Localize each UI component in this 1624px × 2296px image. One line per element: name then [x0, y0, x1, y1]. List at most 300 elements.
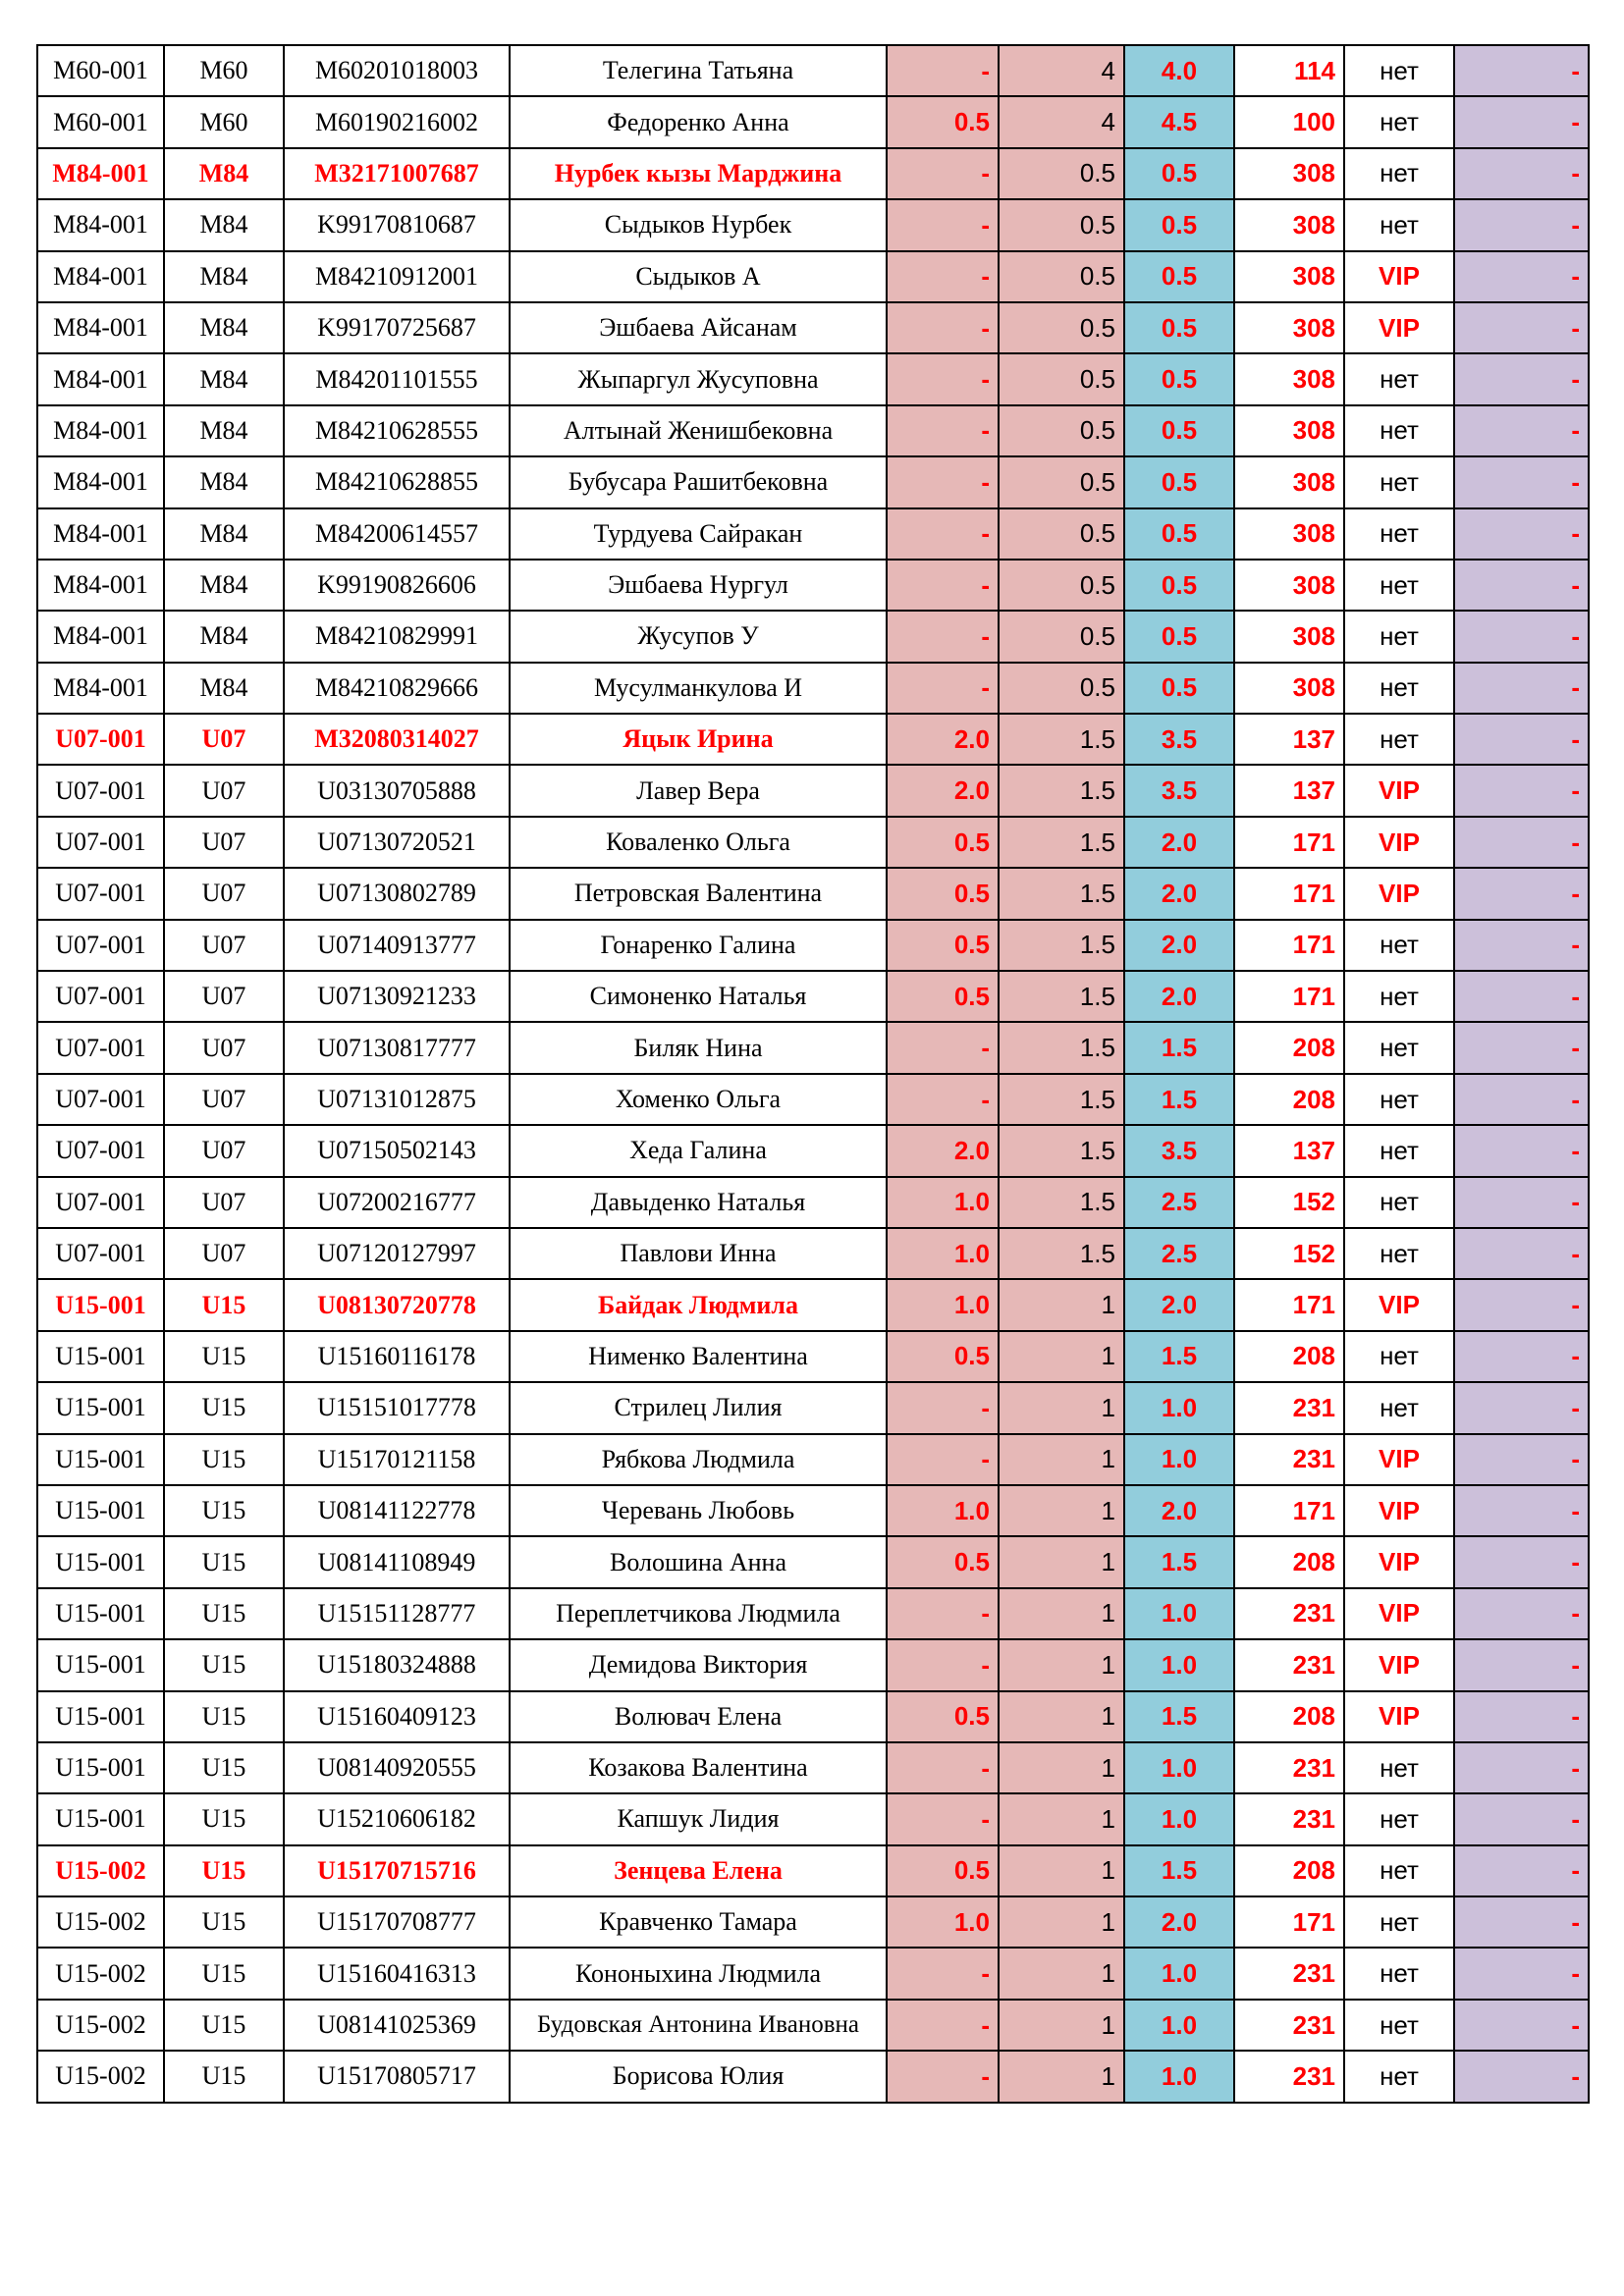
rank-cell: 231	[1234, 1793, 1344, 1844]
rank-cell: 137	[1234, 765, 1344, 816]
name-cell: Капшук Лидия	[510, 1793, 887, 1844]
extra-cell: -	[1454, 2000, 1589, 2051]
group-cell: M60-001	[37, 96, 164, 147]
code-cell: M84	[164, 560, 284, 611]
table-row	[37, 2000, 1589, 2051]
status-cell: нет	[1344, 1845, 1454, 1896]
code-cell: U15	[164, 2000, 284, 2051]
value-a-cell: -	[887, 663, 999, 714]
table-row	[37, 1536, 1589, 1587]
table-row	[37, 1125, 1589, 1176]
id-cell: U07200216777	[284, 1177, 510, 1228]
value-a-cell: 0.5	[887, 1536, 999, 1587]
total-cell: 2.0	[1124, 1485, 1234, 1536]
value-a-cell: -	[887, 251, 999, 302]
table-row	[37, 1074, 1589, 1125]
value-a-cell: 0.5	[887, 96, 999, 147]
code-cell: M60	[164, 45, 284, 96]
code-cell: U07	[164, 1074, 284, 1125]
value-b-cell: 1	[999, 1948, 1124, 1999]
extra-cell: -	[1454, 765, 1589, 816]
rank-cell: 208	[1234, 1331, 1344, 1382]
table-row	[37, 817, 1589, 868]
extra-cell: -	[1454, 1742, 1589, 1793]
code-cell: M84	[164, 199, 284, 250]
code-cell: U07	[164, 920, 284, 971]
group-cell: M84-001	[37, 611, 164, 662]
id-cell: U15160416313	[284, 1948, 510, 1999]
extra-cell: -	[1454, 1177, 1589, 1228]
value-a-cell: -	[887, 2000, 999, 2051]
value-a-cell: 1.0	[887, 1279, 999, 1330]
total-cell: 3.5	[1124, 1125, 1234, 1176]
name-cell: Черевань Любовь	[510, 1485, 887, 1536]
value-b-cell: 4	[999, 45, 1124, 96]
value-a-cell: 2.0	[887, 714, 999, 765]
code-cell: U15	[164, 1793, 284, 1844]
code-cell: U15	[164, 1639, 284, 1690]
group-cell: M84-001	[37, 508, 164, 560]
total-cell: 0.5	[1124, 560, 1234, 611]
name-cell: Жыпаргул Жусуповна	[510, 353, 887, 404]
extra-cell: -	[1454, 508, 1589, 560]
code-cell: U15	[164, 1691, 284, 1742]
value-b-cell: 1.5	[999, 971, 1124, 1022]
name-cell: Мусулманкулова И	[510, 663, 887, 714]
value-b-cell: 1	[999, 1793, 1124, 1844]
name-cell: Козакова Валентина	[510, 1742, 887, 1793]
table-row	[37, 1742, 1589, 1793]
status-cell: нет	[1344, 1022, 1454, 1073]
name-cell: Волошина Анна	[510, 1536, 887, 1587]
group-cell: U07-001	[37, 920, 164, 971]
total-cell: 2.0	[1124, 868, 1234, 919]
name-cell: Волювач Елена	[510, 1691, 887, 1742]
table-row	[37, 405, 1589, 456]
total-cell: 1.0	[1124, 1948, 1234, 1999]
group-cell: M84-001	[37, 663, 164, 714]
name-cell: Лавер Вера	[510, 765, 887, 816]
extra-cell: -	[1454, 1639, 1589, 1690]
value-b-cell: 1	[999, 1691, 1124, 1742]
total-cell: 1.0	[1124, 1588, 1234, 1639]
id-cell: U15210606182	[284, 1793, 510, 1844]
value-a-cell: 1.0	[887, 1485, 999, 1536]
code-cell: U15	[164, 1896, 284, 1948]
extra-cell: -	[1454, 1485, 1589, 1536]
id-cell: M32080314027	[284, 714, 510, 765]
group-cell: U15-001	[37, 1536, 164, 1587]
value-b-cell: 0.5	[999, 611, 1124, 662]
rank-cell: 231	[1234, 1434, 1344, 1485]
value-b-cell: 1	[999, 2051, 1124, 2102]
extra-cell: -	[1454, 663, 1589, 714]
rank-cell: 231	[1234, 1742, 1344, 1793]
id-cell: M84210829666	[284, 663, 510, 714]
name-cell: Борисова Юлия	[510, 2051, 887, 2102]
value-b-cell: 1.5	[999, 1022, 1124, 1073]
extra-cell: -	[1454, 302, 1589, 353]
id-cell: U15151128777	[284, 1588, 510, 1639]
table-row	[37, 663, 1589, 714]
table-row	[37, 765, 1589, 816]
status-cell: нет	[1344, 920, 1454, 971]
value-a-cell: -	[887, 353, 999, 404]
id-cell: M84210829991	[284, 611, 510, 662]
table-row	[37, 45, 1589, 96]
status-cell: нет	[1344, 456, 1454, 507]
id-cell: U15180324888	[284, 1639, 510, 1690]
id-cell: K99170725687	[284, 302, 510, 353]
value-a-cell: -	[887, 1382, 999, 1433]
status-cell: VIP	[1344, 868, 1454, 919]
id-cell: M84210628855	[284, 456, 510, 507]
code-cell: U15	[164, 1742, 284, 1793]
status-cell: нет	[1344, 611, 1454, 662]
name-cell: Давыденко Наталья	[510, 1177, 887, 1228]
name-cell: Гонаренко Галина	[510, 920, 887, 971]
value-b-cell: 1	[999, 1742, 1124, 1793]
code-cell: M60	[164, 96, 284, 147]
value-b-cell: 1	[999, 1331, 1124, 1382]
table-row	[37, 2051, 1589, 2102]
table-row	[37, 1845, 1589, 1896]
table-row	[37, 302, 1589, 353]
status-cell: нет	[1344, 1382, 1454, 1433]
table-row	[37, 1331, 1589, 1382]
total-cell: 2.5	[1124, 1177, 1234, 1228]
group-cell: U15-001	[37, 1279, 164, 1330]
extra-cell: -	[1454, 817, 1589, 868]
value-b-cell: 1.5	[999, 765, 1124, 816]
status-cell: нет	[1344, 96, 1454, 147]
name-cell: Телегина Татьяна	[510, 45, 887, 96]
id-cell: U07130720521	[284, 817, 510, 868]
extra-cell: -	[1454, 920, 1589, 971]
rank-cell: 208	[1234, 1536, 1344, 1587]
id-cell: U15170805717	[284, 2051, 510, 2102]
table-row	[37, 1896, 1589, 1948]
total-cell: 0.5	[1124, 508, 1234, 560]
name-cell: Биляк Нина	[510, 1022, 887, 1073]
status-cell: нет	[1344, 1228, 1454, 1279]
name-cell: Переплетчикова Людмила	[510, 1588, 887, 1639]
total-cell: 0.5	[1124, 663, 1234, 714]
code-cell: M84	[164, 508, 284, 560]
total-cell: 0.5	[1124, 611, 1234, 662]
code-cell: U15	[164, 1536, 284, 1587]
value-b-cell: 1.5	[999, 1177, 1124, 1228]
name-cell: Хеда Галина	[510, 1125, 887, 1176]
table-row	[37, 971, 1589, 1022]
name-cell: Сыдыков Нурбек	[510, 199, 887, 250]
name-cell: Кравченко Тамара	[510, 1896, 887, 1948]
total-cell: 1.0	[1124, 1742, 1234, 1793]
total-cell: 0.5	[1124, 353, 1234, 404]
id-cell: U15170715716	[284, 1845, 510, 1896]
value-b-cell: 1.5	[999, 1074, 1124, 1125]
code-cell: U07	[164, 1228, 284, 1279]
table-row	[37, 714, 1589, 765]
total-cell: 3.5	[1124, 765, 1234, 816]
status-cell: нет	[1344, 1177, 1454, 1228]
id-cell: U07120127997	[284, 1228, 510, 1279]
value-b-cell: 1.5	[999, 1125, 1124, 1176]
value-b-cell: 1	[999, 1845, 1124, 1896]
rank-cell: 308	[1234, 251, 1344, 302]
total-cell: 0.5	[1124, 405, 1234, 456]
value-a-cell: 0.5	[887, 817, 999, 868]
status-cell: нет	[1344, 1896, 1454, 1948]
value-b-cell: 1.5	[999, 868, 1124, 919]
group-cell: U15-001	[37, 1639, 164, 1690]
group-cell: U15-001	[37, 1588, 164, 1639]
code-cell: U07	[164, 971, 284, 1022]
table-row	[37, 1639, 1589, 1690]
value-a-cell: -	[887, 45, 999, 96]
table-row	[37, 1948, 1589, 1999]
table-row	[37, 1279, 1589, 1330]
rank-cell: 208	[1234, 1074, 1344, 1125]
status-cell: нет	[1344, 2000, 1454, 2051]
status-cell: VIP	[1344, 765, 1454, 816]
name-cell: Хоменко Ольга	[510, 1074, 887, 1125]
total-cell: 1.5	[1124, 1691, 1234, 1742]
extra-cell: -	[1454, 1022, 1589, 1073]
rank-cell: 308	[1234, 405, 1344, 456]
total-cell: 0.5	[1124, 148, 1234, 199]
id-cell: U08141025369	[284, 2000, 510, 2051]
table-row	[37, 508, 1589, 560]
code-cell: M84	[164, 405, 284, 456]
name-cell: Яцык Ирина	[510, 714, 887, 765]
code-cell: U07	[164, 868, 284, 919]
group-cell: M84-001	[37, 199, 164, 250]
rank-cell: 308	[1234, 560, 1344, 611]
rank-cell: 308	[1234, 663, 1344, 714]
value-b-cell: 1	[999, 1382, 1124, 1433]
total-cell: 1.5	[1124, 1845, 1234, 1896]
code-cell: M84	[164, 611, 284, 662]
status-cell: нет	[1344, 2051, 1454, 2102]
rank-cell: 308	[1234, 508, 1344, 560]
id-cell: U07130802789	[284, 868, 510, 919]
total-cell: 0.5	[1124, 302, 1234, 353]
table-row	[37, 251, 1589, 302]
value-a-cell: -	[887, 2051, 999, 2102]
status-cell: VIP	[1344, 302, 1454, 353]
rank-cell: 171	[1234, 971, 1344, 1022]
rank-cell: 171	[1234, 1485, 1344, 1536]
name-cell: Павлови Инна	[510, 1228, 887, 1279]
table-row	[37, 353, 1589, 404]
extra-cell: -	[1454, 868, 1589, 919]
total-cell: 2.0	[1124, 971, 1234, 1022]
value-a-cell: -	[887, 611, 999, 662]
extra-cell: -	[1454, 714, 1589, 765]
name-cell: Турдуева Сайракан	[510, 508, 887, 560]
total-cell: 0.5	[1124, 199, 1234, 250]
value-b-cell: 1.5	[999, 714, 1124, 765]
group-cell: M84-001	[37, 251, 164, 302]
status-cell: нет	[1344, 1793, 1454, 1844]
code-cell: U15	[164, 1845, 284, 1896]
status-cell: VIP	[1344, 1691, 1454, 1742]
group-cell: U07-001	[37, 817, 164, 868]
name-cell: Байдак Людмила	[510, 1279, 887, 1330]
id-cell: U08130720778	[284, 1279, 510, 1330]
code-cell: U07	[164, 1022, 284, 1073]
group-cell: M84-001	[37, 148, 164, 199]
code-cell: M84	[164, 302, 284, 353]
total-cell: 1.5	[1124, 1331, 1234, 1382]
id-cell: M60201018003	[284, 45, 510, 96]
id-cell: M60190216002	[284, 96, 510, 147]
group-cell: U15-002	[37, 1896, 164, 1948]
value-b-cell: 1	[999, 1536, 1124, 1587]
table-row	[37, 560, 1589, 611]
name-cell: Будовская Антонина Ивановна	[510, 2000, 887, 2051]
name-cell: Эшбаева Нургул	[510, 560, 887, 611]
value-b-cell: 0.5	[999, 353, 1124, 404]
total-cell: 1.0	[1124, 1382, 1234, 1433]
extra-cell: -	[1454, 96, 1589, 147]
id-cell: U08140920555	[284, 1742, 510, 1793]
status-cell: нет	[1344, 714, 1454, 765]
status-cell: нет	[1344, 560, 1454, 611]
rank-cell: 171	[1234, 868, 1344, 919]
rank-cell: 308	[1234, 148, 1344, 199]
id-cell: U07130817777	[284, 1022, 510, 1073]
table-row	[37, 1177, 1589, 1228]
code-cell: M84	[164, 353, 284, 404]
table-row	[37, 1022, 1589, 1073]
id-cell: U07150502143	[284, 1125, 510, 1176]
id-cell: K99190826606	[284, 560, 510, 611]
value-a-cell: -	[887, 1022, 999, 1073]
value-b-cell: 0.5	[999, 405, 1124, 456]
id-cell: U15170708777	[284, 1896, 510, 1948]
total-cell: 2.0	[1124, 817, 1234, 868]
value-a-cell: -	[887, 1948, 999, 1999]
rank-cell: 308	[1234, 456, 1344, 507]
value-a-cell: 2.0	[887, 765, 999, 816]
value-b-cell: 1	[999, 2000, 1124, 2051]
id-cell: M32171007687	[284, 148, 510, 199]
extra-cell: -	[1454, 251, 1589, 302]
name-cell: Нименко Валентина	[510, 1331, 887, 1382]
value-b-cell: 0.5	[999, 148, 1124, 199]
table-row	[37, 199, 1589, 250]
status-cell: VIP	[1344, 1639, 1454, 1690]
group-cell: U07-001	[37, 714, 164, 765]
name-cell: Алтынай Женишбековна	[510, 405, 887, 456]
rank-cell: 231	[1234, 2051, 1344, 2102]
rank-cell: 152	[1234, 1177, 1344, 1228]
value-a-cell: -	[887, 1742, 999, 1793]
code-cell: U07	[164, 714, 284, 765]
value-a-cell: -	[887, 456, 999, 507]
extra-cell: -	[1454, 611, 1589, 662]
name-cell: Сыдыков А	[510, 251, 887, 302]
total-cell: 0.5	[1124, 456, 1234, 507]
value-b-cell: 1.5	[999, 817, 1124, 868]
value-b-cell: 0.5	[999, 663, 1124, 714]
total-cell: 4.5	[1124, 96, 1234, 147]
total-cell: 2.5	[1124, 1228, 1234, 1279]
rank-cell: 231	[1234, 1382, 1344, 1433]
table-row	[37, 1382, 1589, 1433]
extra-cell: -	[1454, 456, 1589, 507]
status-cell: нет	[1344, 1125, 1454, 1176]
id-cell: M84200614557	[284, 508, 510, 560]
value-a-cell: -	[887, 1793, 999, 1844]
value-a-cell: -	[887, 405, 999, 456]
value-b-cell: 0.5	[999, 251, 1124, 302]
total-cell: 2.0	[1124, 1279, 1234, 1330]
total-cell: 0.5	[1124, 251, 1234, 302]
status-cell: нет	[1344, 508, 1454, 560]
value-a-cell: -	[887, 1434, 999, 1485]
name-cell: Федоренко Анна	[510, 96, 887, 147]
status-cell: нет	[1344, 1742, 1454, 1793]
code-cell: U15	[164, 1948, 284, 1999]
extra-cell: -	[1454, 1331, 1589, 1382]
extra-cell: -	[1454, 1588, 1589, 1639]
table-row	[37, 611, 1589, 662]
total-cell: 1.5	[1124, 1536, 1234, 1587]
rank-cell: 171	[1234, 920, 1344, 971]
group-cell: U07-001	[37, 765, 164, 816]
value-a-cell: -	[887, 148, 999, 199]
value-b-cell: 1	[999, 1485, 1124, 1536]
value-b-cell: 1.5	[999, 920, 1124, 971]
extra-cell: -	[1454, 148, 1589, 199]
status-cell: нет	[1344, 148, 1454, 199]
group-cell: M84-001	[37, 302, 164, 353]
id-cell: U15151017778	[284, 1382, 510, 1433]
extra-cell: -	[1454, 2051, 1589, 2102]
extra-cell: -	[1454, 1228, 1589, 1279]
name-cell: Петровская Валентина	[510, 868, 887, 919]
table-row	[37, 1485, 1589, 1536]
value-b-cell: 0.5	[999, 456, 1124, 507]
value-a-cell: -	[887, 560, 999, 611]
name-cell: Бубусара Рашитбековна	[510, 456, 887, 507]
total-cell: 4.0	[1124, 45, 1234, 96]
rank-cell: 208	[1234, 1022, 1344, 1073]
status-cell: нет	[1344, 1331, 1454, 1382]
id-cell: U07130921233	[284, 971, 510, 1022]
rank-cell: 231	[1234, 1639, 1344, 1690]
extra-cell: -	[1454, 199, 1589, 250]
rank-cell: 137	[1234, 714, 1344, 765]
value-b-cell: 0.5	[999, 560, 1124, 611]
status-cell: нет	[1344, 971, 1454, 1022]
code-cell: M84	[164, 456, 284, 507]
group-cell: U15-001	[37, 1793, 164, 1844]
name-cell: Демидова Виктория	[510, 1639, 887, 1690]
table-row	[37, 148, 1589, 199]
total-cell: 1.0	[1124, 2051, 1234, 2102]
value-a-cell: 1.0	[887, 1896, 999, 1948]
id-cell: M84210912001	[284, 251, 510, 302]
value-b-cell: 1.5	[999, 1228, 1124, 1279]
code-cell: U07	[164, 765, 284, 816]
code-cell: M84	[164, 251, 284, 302]
total-cell: 1.0	[1124, 1434, 1234, 1485]
value-a-cell: -	[887, 1639, 999, 1690]
